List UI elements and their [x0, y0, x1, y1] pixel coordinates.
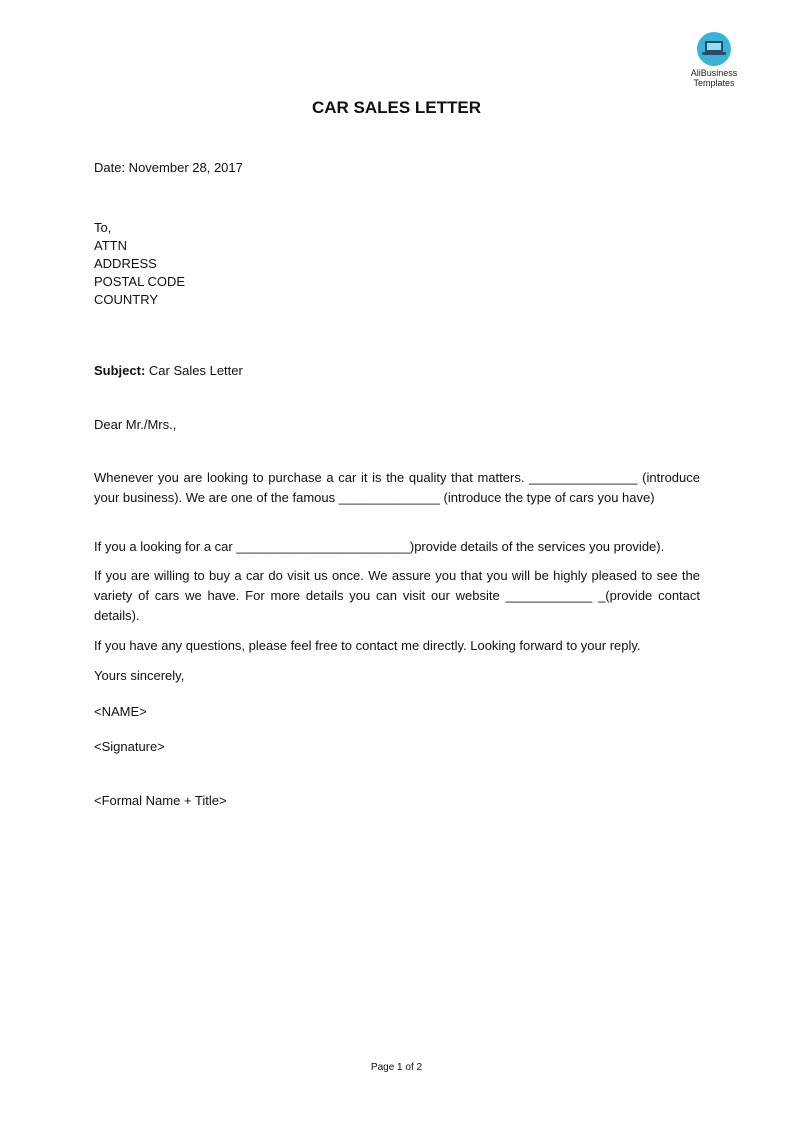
- logo-text: [683, 68, 745, 88]
- logo-line-1: AliBusiness: [690, 68, 738, 78]
- subject-label: Subject:: [94, 363, 146, 378]
- closing: Yours sincerely,: [94, 668, 185, 683]
- recipient-postal-code: POSTAL CODE: [94, 274, 186, 289]
- body-paragraph-3: If you are willing to buy a car do visit us once. We assure you that you will be highly pleased to see the variety of cars we have. For more details you can visit our website ____________ _(provide contact details).: [94, 568, 700, 623]
- subject-value: Car Sales Letter: [145, 363, 243, 378]
- laptop-icon: [697, 32, 731, 66]
- body-paragraph-4: If you have any questions, please feel free to contact me directly. Looking forward to your reply.: [94, 638, 641, 653]
- sender-name: <NAME>: [94, 704, 147, 719]
- recipient-country: COUNTRY: [94, 292, 159, 307]
- body-paragraph-1: Whenever you are looking to purchase a car it is the quality that matters. _______________ (introduce your business). We are one of the famous ______________ (introduce the type of cars you have): [94, 470, 700, 505]
- recipient-to: To,: [94, 220, 112, 235]
- letter-date: Date: November 28, 2017: [94, 160, 243, 175]
- alibusiness-logo: [683, 32, 745, 88]
- recipient-address: ADDRESS: [94, 256, 157, 271]
- subject-line: [94, 363, 243, 378]
- document-title: CAR SALES LETTER: [311, 98, 482, 117]
- body-paragraph-2: If you a looking for a car ________________________)provide details of the services you provide).: [94, 539, 665, 554]
- sender-formal-name: <Formal Name + Title>: [94, 793, 227, 808]
- recipient-attn: ATTN: [94, 238, 127, 253]
- page-number: Page 1 of 2: [370, 1062, 423, 1073]
- salutation: Dear Mr./Mrs.,: [94, 417, 177, 432]
- sender-signature: <Signature>: [94, 739, 165, 754]
- logo-line-2: Templates: [693, 78, 735, 88]
